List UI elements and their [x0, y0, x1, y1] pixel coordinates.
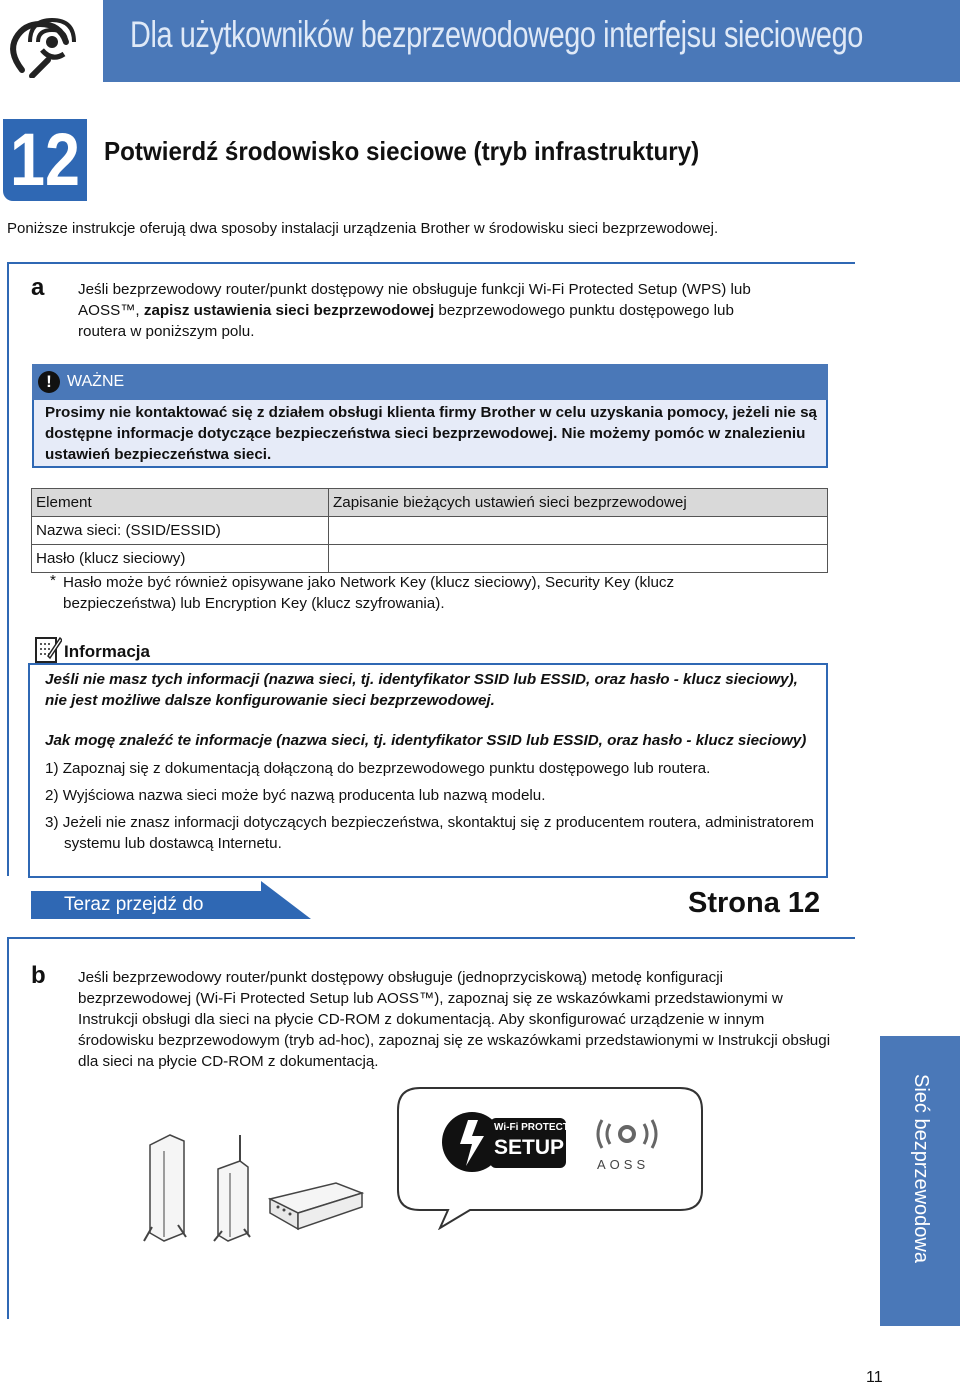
table-row	[32, 545, 828, 573]
table-cell-value[interactable]	[329, 517, 828, 545]
antenna-router-icon	[214, 1135, 250, 1241]
info-paragraph-2: Jak mogę znaleźć te informacje (nazwa sieci, tj. identyfikator SSID lub ESSID, oraz hasło - klucz sieciowy)	[45, 732, 807, 749]
wifi-hand-icon	[2, 4, 94, 78]
note-text: Hasło może być również opisywane jako Network Key (klucz sieciowy), Security Key (klucz bezpieczeństwa) lub Encryption Key (klucz szyfrowania).	[63, 574, 675, 612]
exclamation-icon: !	[38, 371, 60, 393]
goto-label: Teraz przejdź do	[64, 894, 204, 915]
table-cell-value[interactable]	[329, 545, 828, 573]
note-asterisk: *	[50, 572, 56, 589]
page-number: 11	[866, 1369, 883, 1386]
info-item-3: 3) Jeżeli nie znasz informacji dotyczących bezpieczeństwa, skontaktuj się z producentem routera, administratorem systemu lub dostawcą Internetu.	[45, 814, 815, 852]
info-label: Informacja	[64, 642, 150, 661]
section-b-text: Jeśli bezprzewodowy router/punkt dostępowy obsługuje (jednoprzyciskową) metodę konfiguracji bezprzewodowej (Wi-Fi Protected Setup lub AOSS™), zapoznaj się ze wskazówkami przedstawionymi w Instrukcji obsługi dla sieci na płycie CD-ROM z dokumentacją. Aby skonfigurować urządzenie w innym środowisku bezprzewodowym (tryb ad-hoc), zapoznaj się ze wskazówkami przedstawionymi w Instrukcji obsługi dla sieci na płycie CD-ROM z dokumentacją.	[78, 969, 831, 1070]
side-tab-label: Sieć bezprzewodowa	[910, 1074, 932, 1263]
section-a-line2-post: bezprzewodowego punktu dostępowego lub	[434, 302, 734, 319]
wps-logo-top-text: Wi-Fi PROTECTED	[494, 1122, 583, 1133]
section-a-line2	[78, 300, 838, 321]
section-a-letter: a	[31, 274, 45, 301]
table-header-row	[32, 489, 828, 517]
section-a-line2-pre: AOSS™,	[78, 302, 144, 319]
side-tab-label-wrap	[880, 1036, 960, 1326]
table-cell-label: Nazwa sieci: (SSID/ESSID)	[32, 517, 329, 545]
info-content	[45, 669, 815, 854]
wps-logo-bottom-text: SETUP	[494, 1136, 565, 1159]
step-title: Potwierdź środowisko sieciowe (tryb infrastruktury)	[104, 136, 700, 166]
intro-text: Poniższe instrukcje oferują dwa sposoby instalacji urządzenia Brother w środowisku sieci bezprzewodowej.	[7, 220, 719, 237]
important-label: WAŻNE	[67, 373, 125, 390]
important-header	[32, 364, 828, 400]
settings-table	[31, 488, 828, 573]
page-header-title: Dla użytkowników bezprzewodowego interfejsu sieciowego	[130, 14, 863, 55]
step-number: 12	[10, 118, 80, 201]
table-cell-label: Hasło (klucz sieciowy)	[32, 545, 329, 573]
flat-router-icon	[270, 1183, 362, 1229]
section-a-line2-bold: zapisz ustawienia sieci bezprzewodowej	[143, 302, 435, 319]
tower-router-icon	[144, 1135, 186, 1241]
goto-page[interactable]: Strona 12	[688, 887, 821, 919]
table-header-settings: Zapisanie bieżących ustawień sieci bezprzewodowej	[329, 489, 828, 517]
section-a-text	[78, 279, 838, 342]
important-text: Prosimy nie kontaktować się z działem obsługi klienta firmy Brother w celu uzyskania pomocy, jeżeli nie są dostępne informacje dotyczące bezpieczeństwa sieci bezprzewodowej. Nie możemy pomóc w znalezieniu ustawień bezpieczeństwa sieci.	[45, 404, 817, 463]
aoss-logo-text: AOSS	[597, 1157, 650, 1172]
table-row	[32, 517, 828, 545]
router-devices-illustration	[140, 1133, 370, 1245]
section-a-line1: Jeśli bezprzewodowy router/punkt dostępowy nie obsługuje funkcji Wi-Fi Protected Setup (WPS) lub	[78, 281, 751, 298]
info-item-2: 2) Wyjściowa nazwa sieci może być nazwą producenta lub nazwą modelu.	[45, 787, 546, 804]
section-a-line3: routera w poniższym polu.	[78, 323, 255, 340]
table-header-element: Element	[32, 489, 329, 517]
info-item-1: 1) Zapoznaj się z dokumentacją dołączoną do bezprzewodowego punktu dostępowego lub routera.	[45, 760, 711, 777]
section-b-letter: b	[31, 962, 46, 989]
notepad-pencil-icon	[34, 634, 62, 664]
aoss-waves-icon	[592, 1114, 662, 1154]
info-paragraph-1: Jeśli nie masz tych informacji (nazwa sieci, tj. identyfikator SSID lub ESSID, oraz hasło - klucz sieciowy), nie jest możliwe dalsze konfigurowanie sieci bezprzewodowej.	[45, 671, 798, 709]
